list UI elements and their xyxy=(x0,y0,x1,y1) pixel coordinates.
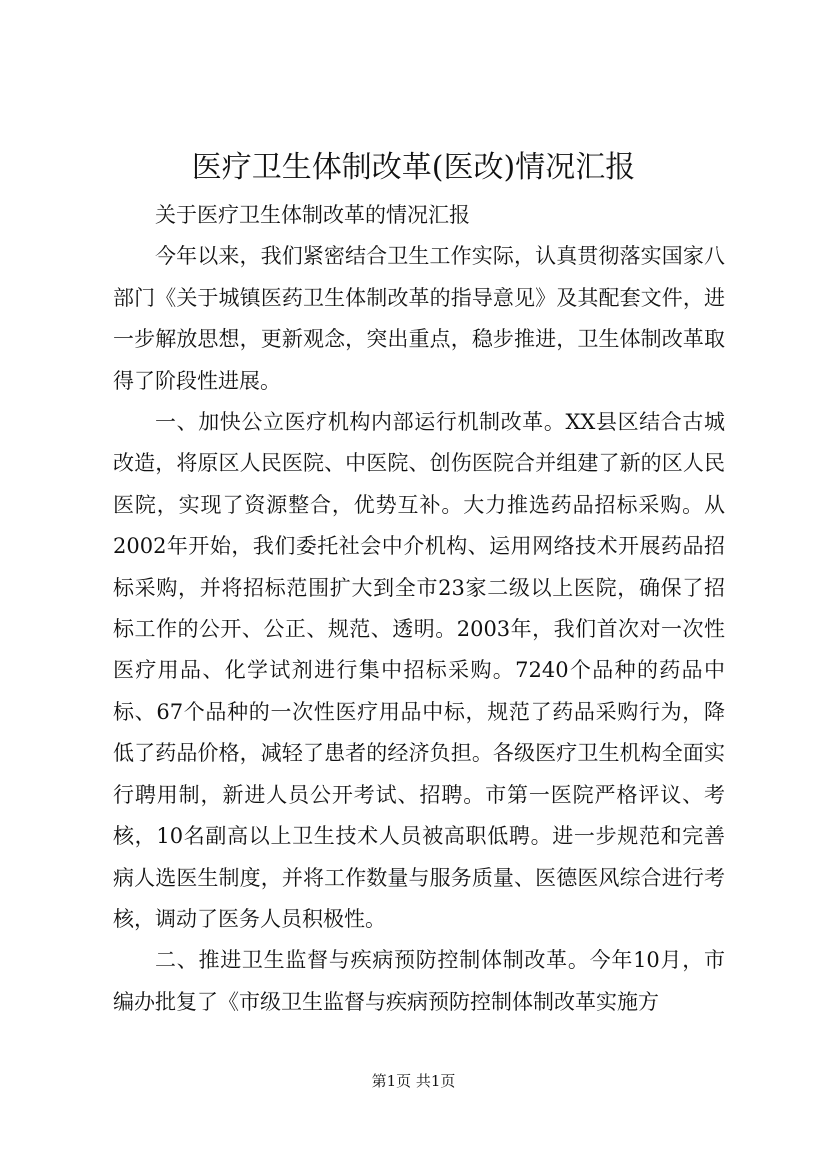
paragraph-section-two: 二、推进卫生监督与疾病预防控制体制改革。今年10月，市编办批复了《市级卫生监督与疾病预防控制体制改革实施方 xyxy=(113,948,725,1014)
document-subtitle: 关于医疗卫生体制改革的情况汇报 xyxy=(155,203,470,227)
document-body xyxy=(113,195,725,1023)
document-title: 医疗卫生体制改革(医改)情况汇报 xyxy=(191,150,636,185)
paragraph-intro: 今年以来，我们紧密结合卫生工作实际，认真贯彻落实国家八部门《关于城镇医药卫生体制改革的指导意见》及其配套文件，进一步解放思想，更新观念，突出重点，稳步推进，卫生体制改革取得了阶段性进展。 xyxy=(113,244,725,393)
page-footer: 第1页 共1页 xyxy=(371,1072,456,1090)
paragraph-section-one: 一、加快公立医疗机构内部运行机制改革。XX县区结合古城改造，将原区人民医院、中医院、创伤医院合并组建了新的区人民医院，实现了资源整合，优势互补。大力推选药品招标采购。从2002年开始，我们委托社会中介机构、运用网络技术开展药品招标采购，并将招标范围扩大到全市23家二级以上医院，确保了招标工作的公开、公正、规范、透明。2003年，我们首次对一次性医疗用品、化学试剂进行集中招标采购。7240个品种的药品中标、67个品种的一次性医疗用品中标，规范了药品采购行为，降低了药品价格，减轻了患者的经济负担。各级医疗卫生机构全面实行聘用制，新进人员公开考试、招聘。市第一医院严格评议、考核，10名副高以上卫生技术人员被高职低聘。进一步规范和完善病人选医生制度，并将工作数量与服务质量、医德医风综合进行考核，调动了医务人员积极性。 xyxy=(113,410,725,931)
